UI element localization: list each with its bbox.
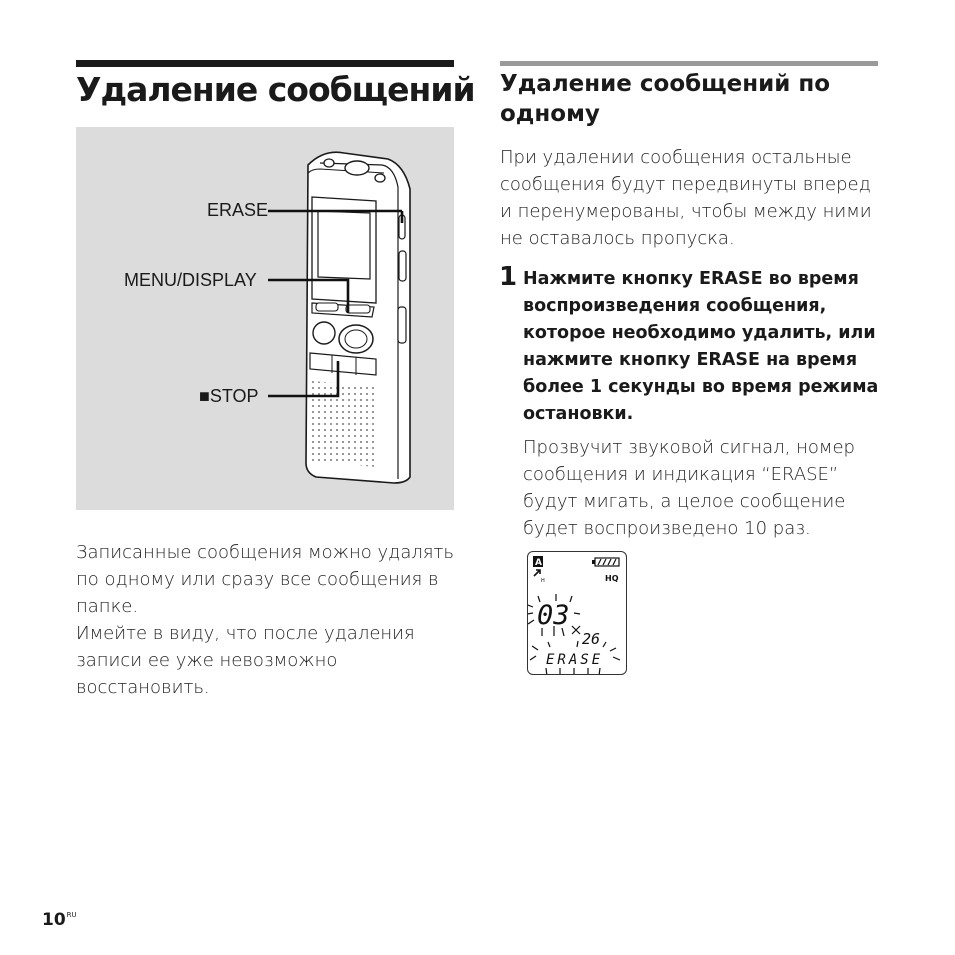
step-number: 1 bbox=[499, 262, 518, 292]
menu-display-button[interactable] bbox=[316, 303, 338, 311]
stop-icon: ■ bbox=[199, 386, 210, 406]
speaker-grille bbox=[312, 381, 376, 467]
step-result: Прозвучит звуковой сигнал, номер сообщения и индикация “ERASE” будут мигать, а целое сообщение будет воспроизведено 10 раз. bbox=[523, 437, 855, 539]
section-rule bbox=[500, 61, 878, 66]
erase-indicator: ERASE bbox=[546, 652, 604, 668]
record-mode-icon bbox=[534, 570, 540, 576]
section-title: Удаление сообщений по одному bbox=[500, 71, 831, 127]
intro-paragraph: Записанные сообщения можно удалять по одному или сразу все сообщения в папке. bbox=[76, 542, 454, 617]
play-button[interactable] bbox=[339, 325, 373, 353]
recorder-drawing bbox=[76, 127, 454, 510]
section-body: При удалении сообщения остальные сообщения будут передвинуты вперед и перенумерованы, чтобы между ними не оставалось пропуска. bbox=[500, 147, 872, 249]
page-title: Удаление сообщений bbox=[76, 70, 475, 109]
intro-paragraph: Имейте в виду, что после удаления записи ее уже невозможно восстановить. bbox=[76, 623, 415, 698]
recorder-illustration bbox=[76, 127, 454, 510]
page-number-value: 10 bbox=[42, 910, 66, 930]
display-window bbox=[318, 211, 370, 279]
intro-text bbox=[76, 539, 466, 701]
battery-icon bbox=[592, 558, 619, 566]
page-number bbox=[42, 910, 77, 930]
lcd-display bbox=[527, 551, 627, 675]
microphone-icon bbox=[345, 161, 369, 175]
menu-display-label: MENU/DISPLAY bbox=[124, 270, 257, 290]
stop-label-text: STOP bbox=[209, 386, 259, 406]
title-rule bbox=[76, 60, 454, 67]
folder-letter: A bbox=[535, 558, 542, 568]
total-messages: 26 bbox=[582, 630, 601, 648]
quality-label: HQ bbox=[605, 574, 619, 583]
stop-label bbox=[199, 386, 259, 407]
erase-button-front[interactable] bbox=[346, 305, 370, 313]
lcd-drawing bbox=[528, 552, 626, 674]
mode-sub-label: H bbox=[541, 578, 545, 584]
page-lang: RU bbox=[66, 911, 77, 919]
message-number: 03 bbox=[537, 600, 570, 631]
step-instruction: Нажмите кнопку ERASE во время воспроизведения сообщения, которое необходимо удалить, или нажмите кнопку ERASE на время более 1 секунды во время режима остановки. bbox=[523, 269, 879, 424]
separator-icon bbox=[572, 626, 580, 634]
erase-label: ERASE bbox=[207, 200, 269, 220]
